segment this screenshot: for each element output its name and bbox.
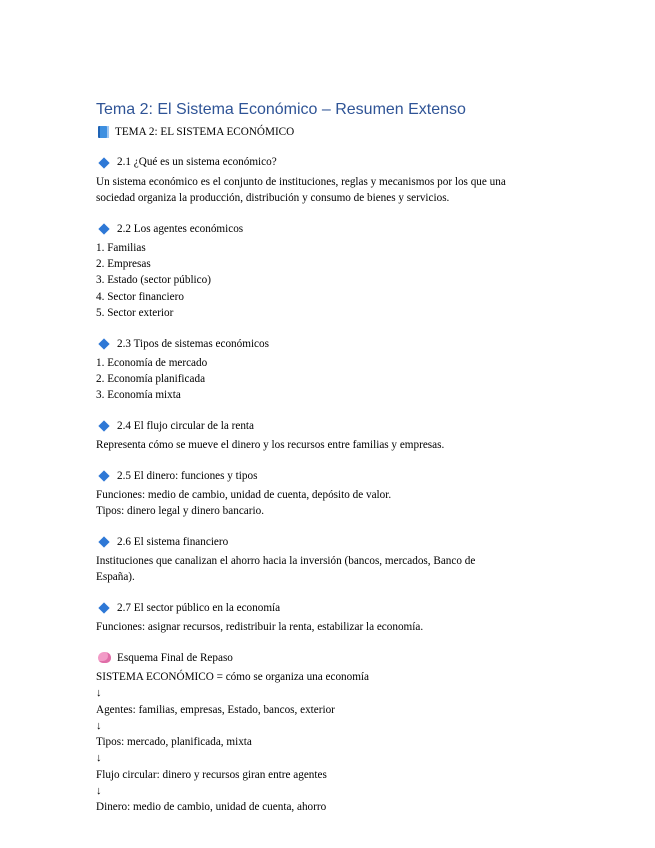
section-heading-text: Esquema Final de Repaso	[117, 651, 233, 664]
section-heading	[96, 418, 566, 434]
down-arrow: ↓	[96, 687, 102, 700]
document-title: Tema 2: El Sistema Económico – Resumen Extenso	[96, 101, 466, 118]
section-2-4	[96, 418, 566, 454]
topic-heading	[96, 124, 566, 140]
list-item: 2. Empresas	[96, 258, 151, 271]
topic-heading-block	[96, 124, 566, 140]
section-heading	[96, 650, 566, 666]
summary-line: Tipos: mercado, planificada, mixta	[96, 736, 252, 749]
diamond-icon	[98, 602, 109, 613]
paragraph-line: Instituciones que canalizan el ahorro hacia la inversión (bancos, mercados, Banco de	[96, 555, 476, 568]
book-icon	[98, 126, 109, 138]
diamond-icon	[98, 420, 109, 431]
section-heading	[96, 534, 566, 550]
section-2-5	[96, 468, 566, 520]
section-heading-text: 2.2 Los agentes económicos	[117, 222, 244, 235]
section-2-2	[96, 221, 566, 322]
section-2-1	[96, 154, 566, 206]
section-heading-text: 2.3 Tipos de sistemas económicos	[117, 337, 269, 350]
down-arrow: ↓	[96, 752, 102, 765]
list-item: 3. Economía mixta	[96, 389, 181, 402]
list-item: 1. Economía de mercado	[96, 356, 208, 369]
paragraph-line: España).	[96, 571, 135, 584]
list-item: 1. Familias	[96, 241, 146, 254]
section-2-3	[96, 336, 566, 404]
diamond-icon	[98, 223, 109, 234]
section-heading	[96, 600, 566, 616]
summary-line: SISTEMA ECONÓMICO = cómo se organiza una economía	[96, 670, 370, 683]
diamond-icon	[98, 536, 109, 547]
list-item: 5. Sector exterior	[96, 307, 174, 320]
section-2-6	[96, 534, 566, 586]
section-heading-text: 2.6 El sistema financiero	[117, 535, 229, 548]
section-heading	[96, 154, 566, 170]
paragraph-line: Representa cómo se mueve el dinero y los recursos entre familias y empresas.	[96, 439, 445, 452]
list-item: 4. Sector financiero	[96, 290, 184, 303]
section-heading	[96, 336, 566, 352]
section-heading	[96, 221, 566, 237]
diamond-icon	[98, 338, 109, 349]
paragraph-line: Un sistema económico es el conjunto de instituciones, reglas y mecanismos por los que una	[96, 175, 506, 188]
down-arrow: ↓	[96, 719, 102, 732]
summary-line: Flujo circular: dinero y recursos giran entre agentes	[96, 768, 327, 781]
section-heading-text: 2.4 El flujo circular de la renta	[117, 419, 254, 432]
section-heading	[96, 468, 566, 484]
list-item: 2. Economía planificada	[96, 373, 206, 386]
section-2-7	[96, 600, 566, 636]
down-arrow: ↓	[96, 785, 102, 797]
brain-icon	[98, 652, 111, 663]
diamond-icon	[98, 470, 109, 481]
paragraph-line: sociedad organiza la producción, distribución y consumo de bienes y servicios.	[96, 192, 450, 205]
document-body	[96, 124, 566, 830]
paragraph-line: Funciones: asignar recursos, redistribuir la renta, estabilizar la economía.	[96, 621, 424, 634]
section-heading-text: 2.5 El dinero: funciones y tipos	[117, 469, 258, 482]
topic-heading-text: TEMA 2: EL SISTEMA ECONÓMICO	[115, 126, 295, 138]
list-item: 3. Estado (sector público)	[96, 274, 211, 287]
paragraph-line: Tipos: dinero legal y dinero bancario.	[96, 505, 264, 518]
summary-line: Dinero: medio de cambio, unidad de cuenta, ahorro	[96, 801, 327, 814]
summary-line: Agentes: familias, empresas, Estado, bancos, exterior	[96, 703, 335, 716]
section-heading-text: 2.7 El sector público en la economía	[117, 601, 281, 614]
review-summary	[96, 650, 566, 816]
diamond-icon	[98, 157, 109, 168]
section-heading-text: 2.1 ¿Qué es un sistema económico?	[117, 156, 277, 169]
paragraph-line: Funciones: medio de cambio, unidad de cuenta, depósito de valor.	[96, 488, 392, 501]
